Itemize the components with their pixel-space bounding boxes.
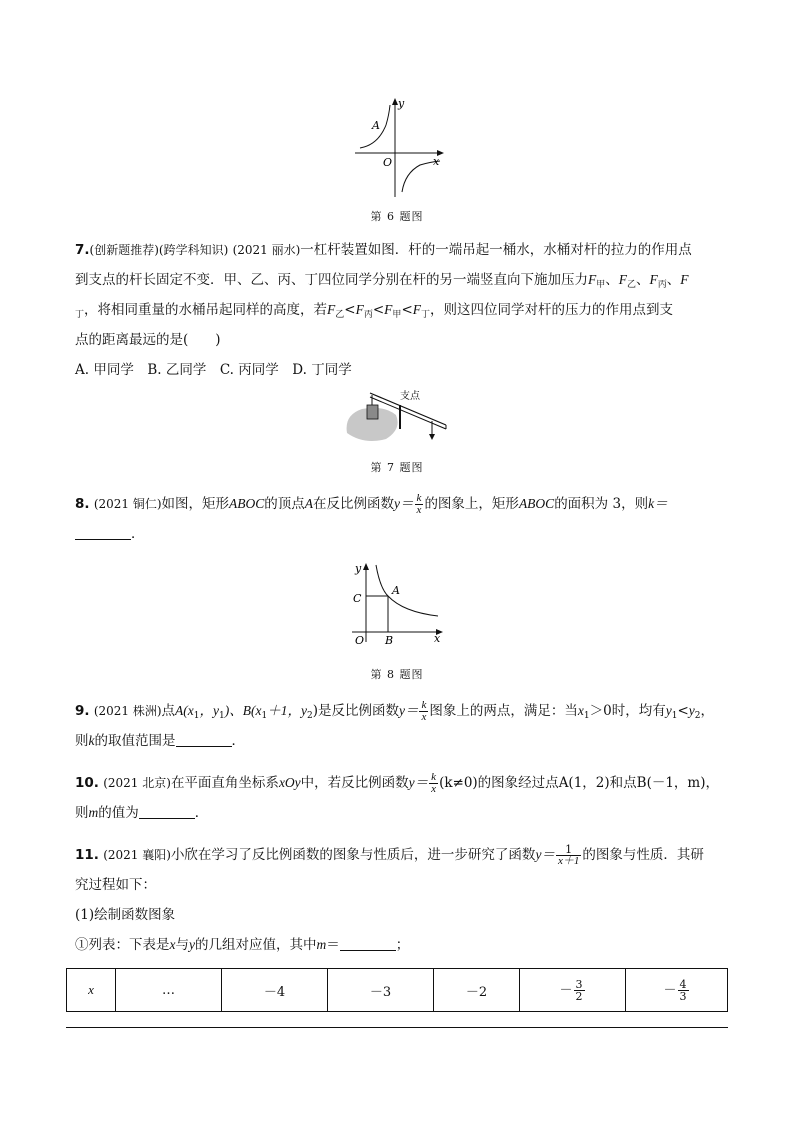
q8-number: 8.	[75, 496, 90, 512]
q10-number: 10.	[75, 775, 99, 791]
q7-tags: (创新题推荐)(跨学科知识)	[89, 243, 229, 257]
table-cell: －3	[328, 969, 434, 1012]
q8-source: (2021 铜仁)	[93, 497, 162, 511]
q7-text-2: 到支点的杆长固定不变．甲、乙、丙、丁四位同学分别在杆的另一端竖直向下施加压力	[75, 272, 588, 288]
figure-6-caption: 第 6 题图	[370, 210, 424, 223]
q10-fraction: $\frac{k}{x}$	[431, 771, 437, 795]
fig6-origin-label: O	[383, 156, 393, 169]
q7-text-4: 点的距离最远的是( )	[75, 332, 221, 348]
fig6-point-a-label: A	[372, 119, 380, 132]
q8-fraction: $\frac{k}{x}$	[416, 492, 422, 516]
q7-text-1: 一杠杆装置如图．杆的一端吊起一桶水，水桶对杆的拉力的作用点	[300, 242, 692, 258]
table-header-x: x	[67, 969, 116, 1012]
q10-source: (2021 北京)	[103, 776, 171, 790]
q7-source: (2021 丽水)	[232, 243, 301, 257]
question-8: 8. (2021 铜仁)如图，矩形ABOC的顶点A在反比例函数y＝ $\frac{k}{x}$ 的图象上，矩形ABOC的面积为 3，则k＝ ．	[75, 492, 668, 542]
q11-number: 11.	[75, 847, 99, 863]
table-cell: － $\frac{3}{2}$	[520, 969, 626, 1012]
question-11: 11. (2021 襄阳)小欣在学习了反比例函数的图象与性质后，进一步研究了函数y＝ $\frac{1}{x+1}$ 的图象与性质．其研 究过程如下： (1)绘制函数图象 ①列表：下表是x与y的几组对应值，其中m＝ ；	[75, 843, 704, 953]
q9-fraction: $\frac{k}{x}$	[421, 699, 427, 723]
question-10: 10. (2021 北京)在平面直角坐标系xOy中，若反比例函数y＝ $\frac{k}{x}$ (k≠0)的图象经过点A(1，2)和点B(－1，m)， 则m的值为 ．	[75, 771, 720, 821]
page-divider	[66, 1027, 728, 1028]
q7-choices: A. 甲同学 B. 乙同学 C. 丙同学 D. 丁同学	[75, 362, 352, 378]
fig8-point-b-label: B	[385, 634, 394, 645]
fig6-y-label: y	[398, 97, 405, 110]
fig8-y-label: y	[355, 562, 362, 575]
table-cell: －2	[434, 969, 520, 1012]
question-7: 7.(创新题推荐)(跨学科知识) (2021 丽水)一杠杆装置如图．杆的一端吊起一桶水，水桶对杆的拉力的作用点 到支点的杆长固定不变．甲、乙、丙、丁四位同学分别在杆的另一端竖直向下施加压力$F_甲$、$F_乙$、$F_丙$、F $_丁$，将相同重量的水桶吊起同样的高度，若$F_乙<F_丙<F_甲<F_丁$，则这四位同学对杆的压力的作用点到支 点的距离最远的是( ) A. 甲同学 B. 乙同学 C. 丙同学 D. 丁同学	[75, 242, 692, 378]
q9-number: 9.	[75, 703, 90, 719]
q7-number: 7.	[75, 242, 90, 258]
q10-answer-blank[interactable]	[139, 804, 195, 819]
figure-6-graph	[350, 95, 450, 200]
q8-answer-blank[interactable]	[75, 525, 131, 540]
q9-source: (2021 株洲)	[93, 704, 162, 718]
value-table	[66, 968, 728, 1012]
fig8-point-c-label: C	[353, 592, 362, 605]
table-cell: …	[116, 969, 222, 1012]
figure-7-lever	[342, 385, 454, 447]
q7-text-3b: ，则这四位同学对杆的压力的作用点到支	[430, 302, 674, 318]
q11-fraction: $\frac{1}{x+1}$	[557, 843, 580, 867]
fig8-origin-label: O	[355, 634, 365, 645]
fig8-x-label: x	[434, 632, 441, 645]
fig8-point-a-label: A	[392, 584, 400, 597]
fig6-x-label: x	[433, 155, 440, 168]
q11-answer-blank[interactable]	[340, 936, 396, 951]
fig7-pivot-label: 支点	[400, 391, 420, 402]
figure-8-caption: 第 8 题图	[370, 668, 424, 681]
q11-step-1: (1)绘制函数图象	[75, 907, 176, 923]
q11-source: (2021 襄阳)	[103, 848, 171, 862]
q7-text-3a: ，将相同重量的水桶吊起同样的高度，若	[84, 302, 328, 318]
figure-7-caption: 第 7 题图	[370, 461, 424, 474]
table-row	[67, 969, 728, 1012]
table-cell: －4	[222, 969, 328, 1012]
question-9: 9. (2021 株洲)点$A(x_1$，$y_1$)、$B(x_1+1$，$y_2$)是反比例函数y＝ $\frac{k}{x}$ 图象上的两点，满足：当$x_1>0$时，均有$y_1<y_2$， 则k的取值范围是 ．	[75, 699, 714, 749]
figure-8-graph	[348, 560, 448, 645]
q9-answer-blank[interactable]	[176, 732, 232, 747]
table-cell: － $\frac{4}{3}$	[626, 969, 728, 1012]
